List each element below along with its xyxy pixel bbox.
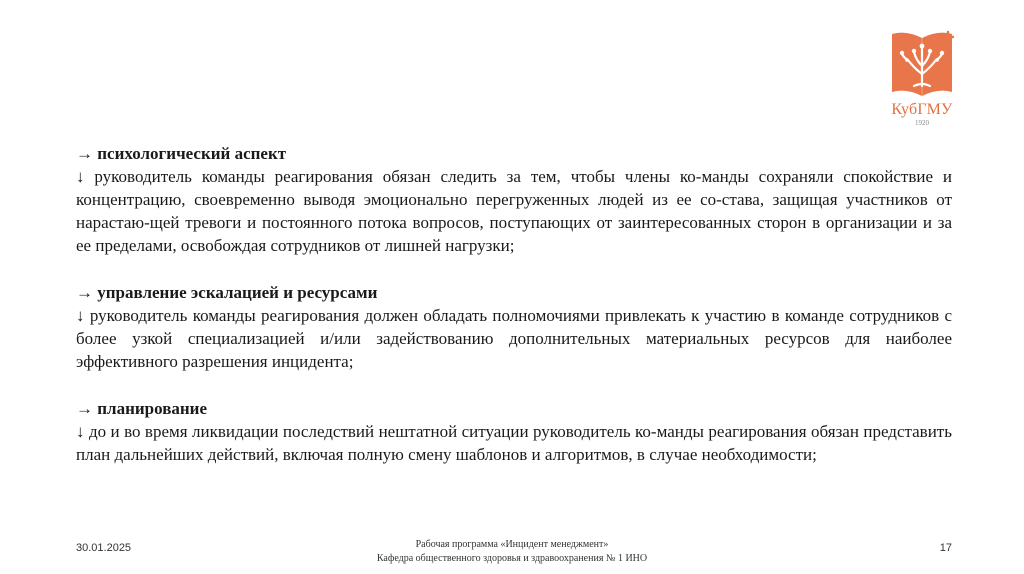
page-number: 17 [939,542,952,554]
section-heading: → планирование [76,399,208,418]
section-heading: → управление эскалацией и ресурсами [76,283,378,302]
logo-year: 1920 [915,119,929,127]
footer-caption [300,538,724,566]
footer-department-line: Кафедра общественного здоровья и здравоохранения № 1 ИНО [376,553,648,564]
footer-date: 30.01.2025 [76,542,132,554]
section-planning [76,397,952,466]
university-logo [888,30,956,130]
slide-content [76,142,952,490]
tree-book-icon [888,30,956,106]
section-escalation [76,281,952,373]
section-heading: → психологический аспект [76,144,287,163]
logo-name: КубГМУ [891,101,953,118]
footer-program-line: Рабочая программа «Инцидент менеджмент» [415,539,609,550]
section-text: ↓ руководитель команды реагирования обязан следить за тем, чтобы члены ко-манды сохраняли спокойствие и концентрацию, своевременно выводя эмоционально перегруженных людей из ее со-става, защищая участников от нарастаю-щей тревоги и постоянного потока вопросов, поступающих от заинтересованных сторон в организации и за ее пределами, освобождая сотрудников от лишней нагрузки; [76,167,952,255]
section-text: ↓ до и во время ликвидации последствий нештатной ситуации руководитель ко-манды реагирования обязан представить план дальнейших действий, включая полную смену шаблонов и алгоритмов, в случае необходимости; [76,422,952,464]
section-text: ↓ руководитель команды реагирования должен обладать полномочиями привлекать к участию в команде сотрудников с более узкой специализацией и/или задействованию дополнительных материальных ресурсов для наиболее эффективного разрешения инцидента; [76,306,952,371]
section-psychological [76,142,952,257]
